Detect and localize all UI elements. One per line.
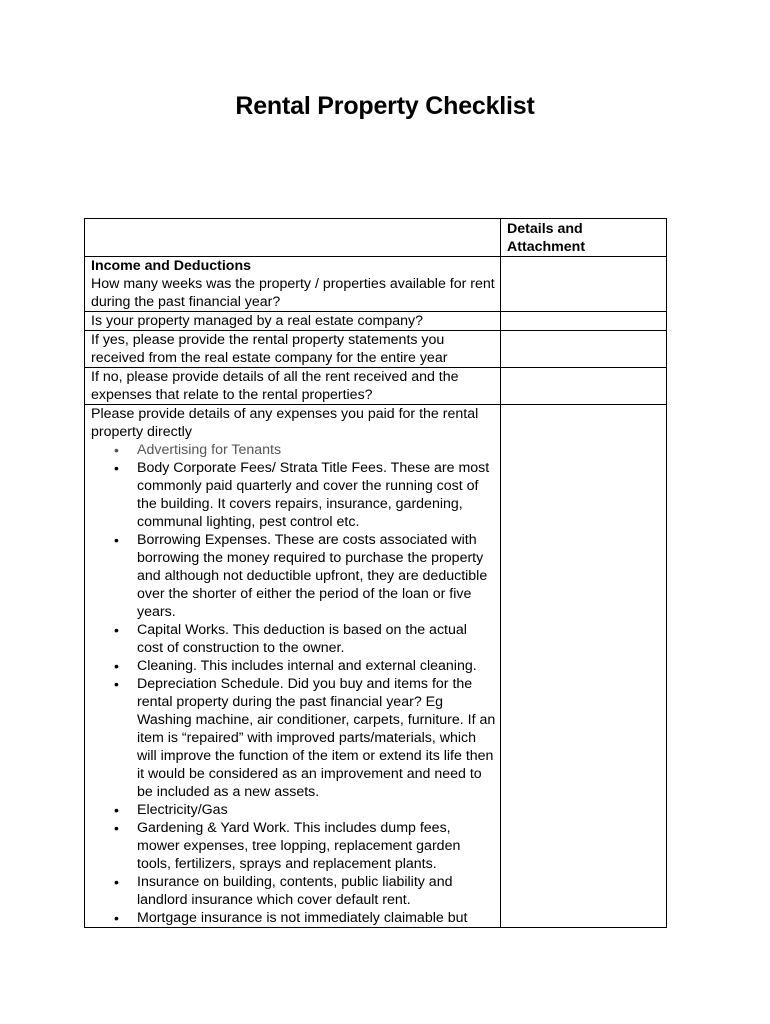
expense-item-text: Cleaning. This includes internal and external cleaning. — [137, 658, 477, 674]
details-input-cell[interactable] — [501, 405, 667, 928]
table-row — [85, 257, 667, 312]
list-item — [91, 459, 496, 531]
expense-item-text: Advertising for Tenants — [137, 442, 282, 458]
expense-list — [91, 441, 496, 927]
list-item — [91, 873, 496, 909]
bullet-icon: • — [114, 658, 119, 674]
expense-item-text: Borrowing Expenses. These are costs associated with borrowing the money required to purchase the property and although not deductible upfront, they are deductible over the shorter of either the period of the loan or five years. — [137, 532, 488, 620]
question-text: Is your property managed by a real estate company? — [91, 313, 424, 329]
details-input-cell[interactable] — [501, 368, 667, 405]
details-input-cell[interactable] — [501, 331, 667, 368]
bullet-icon: • — [114, 910, 119, 926]
document-title: Rental Property Checklist — [235, 92, 535, 120]
expenses-intro: Please provide details of any expenses you paid for the rental property directly — [91, 406, 479, 440]
expense-item-text: Capital Works. This deduction is based on the actual cost of construction to the owner. — [137, 622, 467, 656]
list-item — [91, 657, 496, 675]
question-cell — [85, 312, 501, 331]
header-blank-cell — [85, 219, 501, 257]
bullet-icon: • — [114, 460, 119, 476]
table-header-row — [85, 219, 667, 257]
bullet-icon: • — [114, 802, 119, 818]
expense-item-text: Electricity/Gas — [137, 802, 228, 818]
bullet-icon: • — [114, 820, 119, 836]
expense-item-text: Body Corporate Fees/ Strata Title Fees. These are most commonly paid quarterly and cover the running cost of the building. It covers repairs, insurance, gardening, communal lighting, pest control etc. — [137, 460, 490, 530]
bullet-icon: • — [114, 532, 119, 548]
bullet-icon: • — [114, 622, 119, 638]
list-item — [91, 531, 496, 621]
details-attachment-header: Details and Attachment — [507, 221, 586, 255]
details-input-cell[interactable] — [501, 312, 667, 331]
list-item — [91, 909, 496, 927]
question-cell — [85, 331, 501, 368]
question-cell — [85, 368, 501, 405]
list-item — [91, 441, 496, 459]
table-row — [85, 405, 667, 928]
question-text: If no, please provide details of all the rent received and the expenses that relate to the rental properties? — [91, 369, 459, 403]
list-item — [91, 621, 496, 657]
question-text: If yes, please provide the rental property statements you received from the real estate company for the entire year — [91, 332, 448, 366]
details-attachment-header-cell — [501, 219, 667, 257]
details-input-cell[interactable] — [501, 257, 667, 312]
table-row — [85, 368, 667, 405]
expense-item-text: Insurance on building, contents, public liability and landlord insurance which cover default rent. — [137, 874, 453, 908]
list-item — [91, 801, 496, 819]
table-row — [85, 331, 667, 368]
expense-item-text: Mortgage insurance is not immediately claimable but — [137, 910, 468, 926]
expenses-cell — [85, 405, 501, 928]
section-title: Income and Deductions — [91, 258, 252, 274]
list-item — [91, 819, 496, 873]
table-row — [85, 312, 667, 331]
expense-item-text: Depreciation Schedule. Did you buy and items for the rental property during the past financial year? Eg Washing machine, air conditioner, carpets, furniture. If an item is “repaired” with improved parts/materials, which will improve the function of the item or extend its life then it would be considered as an improvement and need to be included as a new assets. — [137, 676, 496, 800]
bullet-icon: • — [114, 676, 119, 692]
question-text: How many weeks was the property / properties available for rent during the past financial year? — [91, 276, 495, 310]
bullet-icon: • — [114, 874, 119, 890]
question-cell — [85, 257, 501, 312]
list-item — [91, 675, 496, 801]
checklist-table — [84, 218, 667, 928]
expense-item-text: Gardening & Yard Work. This includes dump fees, mower expenses, tree lopping, replacement garden tools, fertilizers, sprays and replacement plants. — [137, 820, 461, 872]
bullet-icon: • — [114, 442, 119, 458]
